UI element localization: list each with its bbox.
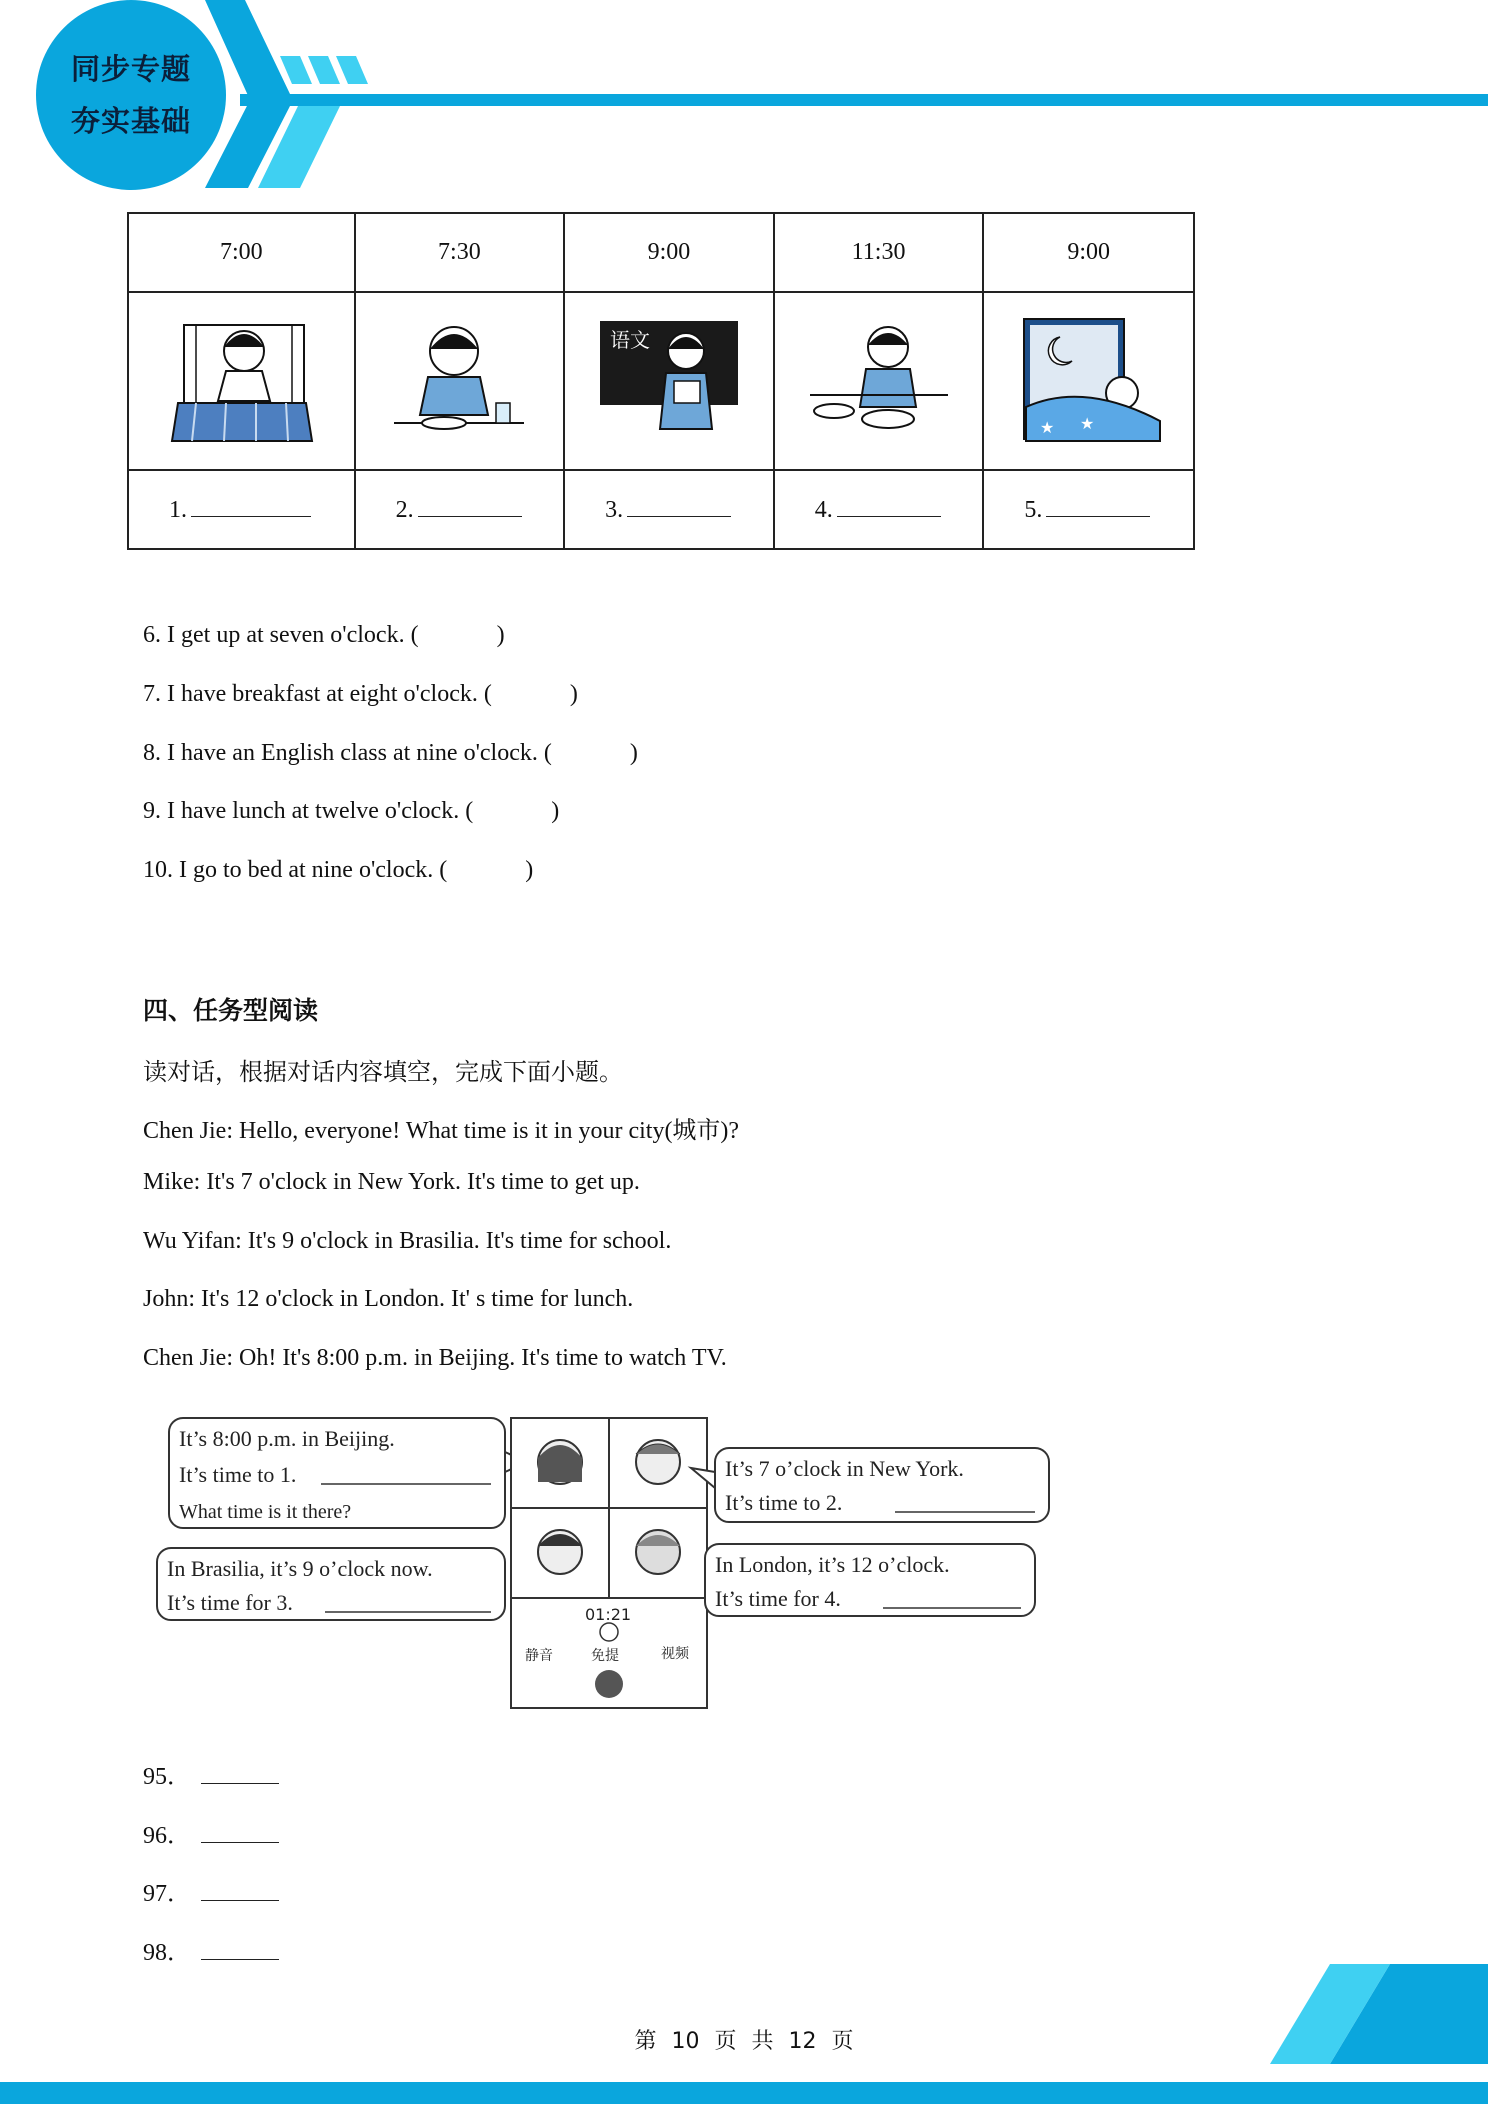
judge-item bbox=[143, 798, 559, 825]
topic-badge bbox=[36, 0, 226, 190]
answer-blank[interactable] bbox=[418, 495, 522, 517]
answer-item bbox=[143, 1815, 279, 1850]
answer-blank[interactable] bbox=[201, 1821, 279, 1843]
picture-cell-class bbox=[564, 292, 774, 470]
picture-cell-bed bbox=[983, 292, 1194, 470]
teacher-chinese-class-illustration bbox=[594, 311, 744, 451]
call-timer: 01:21 bbox=[585, 1605, 632, 1624]
judge-item bbox=[143, 681, 578, 708]
bubble-brasilia-line: In Brasilia, it’s 9 o’clock now. bbox=[167, 1556, 433, 1581]
time-cell: 9:00 bbox=[564, 213, 774, 292]
blank-cell bbox=[564, 470, 774, 549]
bubble-beijing-line: It’s time to 1. bbox=[179, 1462, 297, 1487]
answer-number: 95． bbox=[143, 1764, 191, 1790]
judge-item bbox=[143, 622, 505, 649]
blank-number: 4. bbox=[814, 497, 833, 523]
close-paren: ) bbox=[629, 740, 638, 766]
blank-number: 5. bbox=[1024, 497, 1043, 523]
judge-text: 8. I have an English class at nine o'clock. ( bbox=[143, 740, 552, 766]
bubble-beijing-line: What time is it there? bbox=[179, 1501, 352, 1523]
answer-blank[interactable] bbox=[1046, 495, 1150, 517]
time-cell: 7:30 bbox=[355, 213, 565, 292]
answer-number: 96． bbox=[143, 1823, 191, 1849]
picture-cell-lunch bbox=[774, 292, 984, 470]
svg-text:★: ★ bbox=[1079, 414, 1095, 433]
dialogue-line: Wu Yifan: It's 9 o'clock in Brasilia. It's time for school. bbox=[143, 1228, 672, 1254]
bubble-london-line: It’s time for 4. bbox=[715, 1586, 841, 1611]
svg-text:★: ★ bbox=[1039, 418, 1055, 437]
bubble-brasilia-line: It’s time for 3. bbox=[167, 1590, 293, 1615]
speaker-button-label: 免提 bbox=[591, 1648, 619, 1664]
answer-item bbox=[143, 1756, 279, 1791]
section-instruction: 读对话，根据对话内容填空，完成下面小题。 bbox=[143, 1058, 623, 1086]
blank-number: 1. bbox=[169, 497, 187, 523]
badge-line-2: 夯实基础 bbox=[70, 104, 191, 138]
boy-eating-lunch-illustration bbox=[804, 311, 954, 451]
judge-item bbox=[143, 857, 533, 884]
bubble-newyork-line: It’s 7 o’clock in New York. bbox=[725, 1456, 964, 1481]
dialogue-line: Chen Jie: Hello, everyone! What time is it in your city(城市)? bbox=[143, 1118, 740, 1144]
badge-line-1: 同步专题 bbox=[70, 52, 191, 86]
bubble-newyork-line: It’s time to 2. bbox=[725, 1490, 843, 1515]
mute-button-label: 静音 bbox=[525, 1648, 553, 1664]
close-paren: ) bbox=[496, 622, 505, 648]
svg-text:语文: 语文 bbox=[609, 328, 650, 352]
answer-number: 98． bbox=[143, 1940, 191, 1966]
girl-getting-up-illustration bbox=[166, 311, 316, 451]
girl-eating-breakfast-illustration bbox=[384, 311, 534, 451]
answer-blank[interactable] bbox=[201, 1762, 279, 1784]
blank-number: 2. bbox=[395, 497, 414, 523]
answer-item bbox=[143, 1873, 279, 1908]
answer-blank[interactable] bbox=[627, 495, 731, 517]
bubble-london-line: In London, it’s 12 o’clock. bbox=[715, 1552, 950, 1577]
time-cell: 7:00 bbox=[128, 213, 355, 292]
judge-item bbox=[143, 740, 638, 767]
picture-cell-breakfast bbox=[355, 292, 565, 470]
schedule-table bbox=[127, 212, 1195, 550]
video-call-illustration bbox=[155, 1412, 1055, 1712]
dialogue-line: Mike: It's 7 o'clock in New York. It's time to get up. bbox=[143, 1169, 640, 1195]
answer-blank[interactable] bbox=[191, 495, 311, 517]
blank-cell bbox=[355, 470, 565, 549]
bubble-beijing-line: It’s 8:00 p.m. in Beijing. bbox=[179, 1426, 395, 1451]
dialogue-line: Chen Jie: Oh! It's 8:00 p.m. in Beijing. It's time to watch TV. bbox=[143, 1345, 727, 1371]
close-paren: ) bbox=[525, 857, 534, 883]
blank-cell bbox=[774, 470, 984, 549]
blank-cell bbox=[983, 470, 1194, 549]
judge-text: 7. I have breakfast at eight o'clock. ( bbox=[143, 681, 492, 707]
answer-blank[interactable] bbox=[837, 495, 941, 517]
time-cell: 9:00 bbox=[983, 213, 1194, 292]
section-title: 四、任务型阅读 bbox=[143, 996, 319, 1025]
judge-text: 10. I go to bed at nine o'clock. ( bbox=[143, 857, 448, 883]
picture-cell-get-up bbox=[128, 292, 355, 470]
time-cell: 11:30 bbox=[774, 213, 984, 292]
close-paren: ) bbox=[569, 681, 578, 707]
answer-blank[interactable] bbox=[201, 1879, 279, 1901]
blank-cell bbox=[128, 470, 355, 549]
girl-sleeping-illustration bbox=[1014, 311, 1164, 451]
video-button-label: 视频 bbox=[661, 1646, 689, 1662]
close-paren: ) bbox=[551, 798, 560, 824]
dialogue-line: John: It's 12 o'clock in London. It' s time for lunch. bbox=[143, 1286, 634, 1312]
blank-number: 3. bbox=[605, 497, 624, 523]
page-number: 第 10 页 共 12 页 bbox=[634, 2029, 854, 2054]
judge-text: 6. I get up at seven o'clock. ( bbox=[143, 622, 419, 648]
judge-text: 9. I have lunch at twelve o'clock. ( bbox=[143, 798, 474, 824]
answer-number: 97． bbox=[143, 1881, 191, 1907]
